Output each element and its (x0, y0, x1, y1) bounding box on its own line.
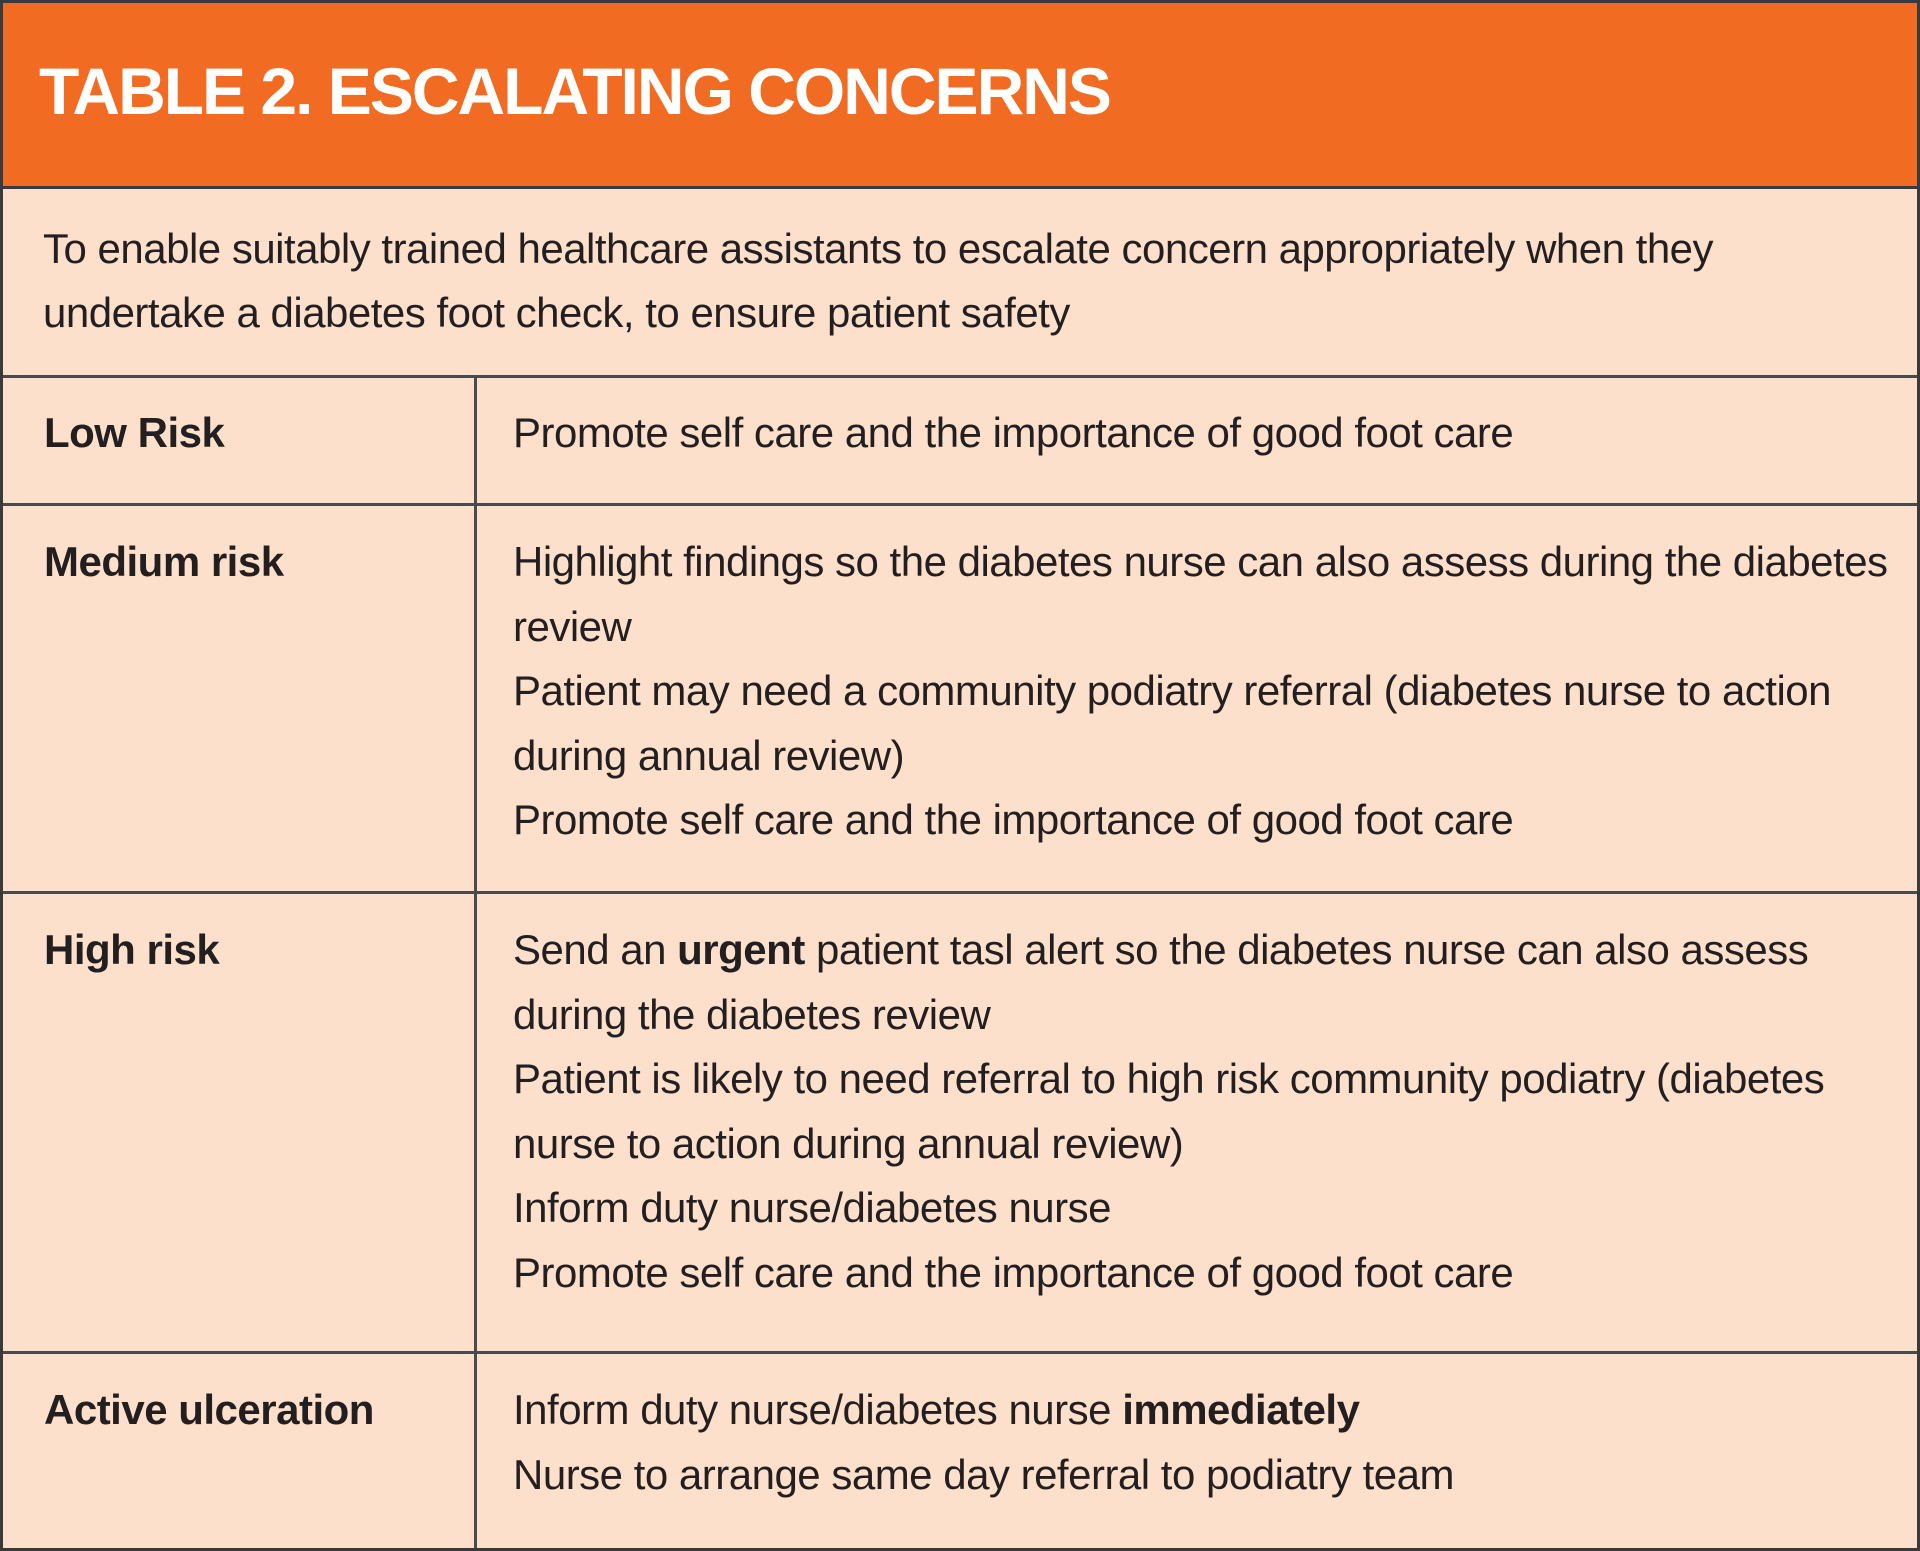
action-line: Promote self care and the importance of good foot care (513, 796, 1514, 843)
actions-low-risk (513, 401, 1893, 466)
table-title: TABLE 2. ESCALATING CONCERNS (39, 54, 1110, 128)
actions-high-risk (513, 918, 1893, 1305)
action-text: patient tasl alert so the diabetes nurse can also assess during the diabetes review (513, 926, 1809, 1038)
actions-medium-risk (513, 530, 1893, 853)
row-divider (3, 1351, 1917, 1354)
emphasis-urgent: urgent (677, 926, 805, 973)
row-divider (3, 375, 1917, 378)
action-line: Inform duty nurse/diabetes nurse (513, 1184, 1112, 1231)
column-divider (474, 378, 477, 1548)
action-line (513, 1378, 1893, 1443)
table-intro: To enable suitably trained healthcare assistants to escalate concern appropriately when they undertake a diabetes foot check, to ensure patient safety (43, 225, 1714, 336)
action-line (513, 918, 1893, 1047)
row-divider (3, 503, 1917, 506)
actions-active-ulceration (513, 1378, 1893, 1507)
action-line: Highlight findings so the diabetes nurse can also assess during the diabetes review (513, 538, 1888, 650)
emphasis-immediately: immediately (1122, 1386, 1360, 1433)
table-header-bar (3, 3, 1917, 189)
risk-level-low: Low Risk (44, 409, 225, 456)
action-line: Promote self care and the importance of good foot care (513, 409, 1514, 456)
action-line: Patient is likely to need referral to high risk community podiatry (diabetes nurse to action during annual review) (513, 1055, 1825, 1167)
risk-level-medium: Medium risk (44, 538, 284, 585)
action-text: Send an (513, 926, 678, 973)
action-line: Promote self care and the importance of good foot care (513, 1248, 1514, 1296)
risk-level-high: High risk (44, 926, 220, 973)
action-line: Patient may need a community podiatry referral (diabetes nurse to action during annual review) (513, 667, 1832, 779)
action-text: Inform duty nurse/diabetes nurse (513, 1386, 1123, 1433)
action-line: Nurse to arrange same day referral to podiatry team (513, 1450, 1454, 1498)
risk-level-active-ulceration: Active ulceration (44, 1386, 374, 1433)
row-divider (3, 891, 1917, 894)
